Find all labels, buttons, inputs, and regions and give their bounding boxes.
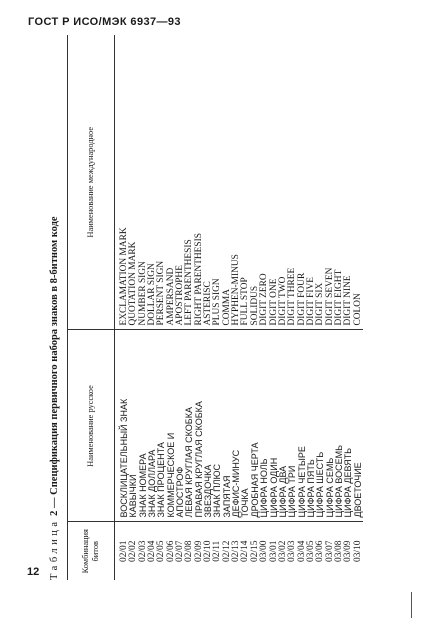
table-caption-label: Таблица xyxy=(49,518,60,580)
cell-international-name: DIGIT FIVE xyxy=(305,276,316,326)
cell-russian-name: ВОСКЛИЦАТЕЛЬНЫЙ ЗНАК xyxy=(119,398,129,518)
cell-russian-name: ЗНАК НОМЕРА xyxy=(137,453,148,518)
header-international-name: Наименование международное xyxy=(68,35,115,330)
cell-code: 02/11 xyxy=(212,540,223,562)
cell-russian-name: ПРАВАЯ КРУГЛАЯ СКОБКА xyxy=(193,401,204,518)
cell-russian-name: ДРОБНАЯ ЧЕРТА xyxy=(249,442,260,518)
cell-russian-name: ДЕФИС-МИНУС xyxy=(231,449,242,518)
cell-international-name: DOLLAR SIGN xyxy=(147,263,158,326)
cell-code: 02/05 xyxy=(156,540,167,562)
cell-russian-name: ЗНАК ДОЛЛАРА xyxy=(147,449,158,518)
cell-code: 03/06 xyxy=(315,540,326,562)
table-row xyxy=(354,35,363,580)
cell-international-name: PERSENT SIGN xyxy=(156,260,167,326)
cell-international-name: RIGHT PARENTHESIS xyxy=(193,233,204,326)
page-number: 12 xyxy=(27,566,40,578)
cell-international-name: DIGIT ZERO xyxy=(259,273,270,326)
cell-code: 03/01 xyxy=(268,540,279,562)
cell-russian-name: ЦИФРА ОДИН xyxy=(268,457,279,518)
cell-russian-name: ЦИФРА ДЕВЯТЬ xyxy=(343,447,354,518)
header-code: Комбинация битов xyxy=(68,522,115,580)
character-spec-table xyxy=(67,35,363,580)
cell-russian-name: ЦИФРА ВОСЕМЬ xyxy=(333,445,344,518)
cell-international-name: DIGIT TWO xyxy=(277,276,288,326)
cell-code: 02/08 xyxy=(184,540,195,562)
cell-international-name: QUOTATION MARK xyxy=(128,241,139,326)
cell-russian-name: ЗНАК ПЛЮС xyxy=(212,463,223,518)
cell-international-name: DIGIT SIX xyxy=(315,282,326,326)
cell-international-name: ASTERISC xyxy=(203,281,214,326)
cell-code: 03/02 xyxy=(277,540,288,562)
cell-russian-name: ЗВЕЗДОЧКА xyxy=(203,464,214,518)
cell-international-name: NUMBER SIGN xyxy=(137,261,148,326)
cell-code: 03/05 xyxy=(305,540,316,562)
cell-russian-name: ЦИФРА НОЛЬ xyxy=(259,458,270,518)
cell-international-name: HYPHEN-MINUS xyxy=(231,254,242,326)
cell-international-name: APOSTROPHE xyxy=(175,265,186,326)
cell-international-name: EXCLAMATION MARK xyxy=(119,227,129,326)
cell-code: 02/01 xyxy=(119,540,129,562)
table-body xyxy=(115,35,363,580)
cell-code: 02/10 xyxy=(203,540,214,562)
cell-russian-name: ЦИФРА ЧЕТЫРЕ xyxy=(296,446,307,518)
cell-international-name: FULL STOP xyxy=(240,277,251,326)
cell-russian-name: КАВЫЧКИ xyxy=(128,474,139,518)
cell-international-name: DIGIT SEVEN xyxy=(324,267,335,326)
table-header-row xyxy=(68,35,115,580)
cell-russian-name: ЗНАК ПРОЦЕНТА xyxy=(156,442,167,518)
cell-code: 03/00 xyxy=(259,540,270,562)
cell-international-name: DIGIT EIGHT xyxy=(333,269,344,326)
cell-code: 02/03 xyxy=(137,540,148,562)
cell-code: 03/09 xyxy=(343,540,354,562)
table-caption xyxy=(45,35,65,580)
cell-russian-name: ЦИФРА ТРИ xyxy=(287,465,298,518)
cell-international-name: SOLIDUS xyxy=(249,285,260,326)
cell-russian-name: ТОЧКА xyxy=(240,488,251,518)
cell-code: 03/03 xyxy=(287,540,298,562)
margin-rule xyxy=(411,592,412,618)
page-header: ГОСТ Р ИСО/МЭК 6937—93 xyxy=(28,16,181,28)
cell-international-name: COMMA xyxy=(221,289,232,326)
table-row xyxy=(115,35,130,580)
cell-international-name: DIGIT NINE xyxy=(343,275,354,326)
cell-code: 03/10 xyxy=(352,540,363,562)
header-russian-name: Наименование русское xyxy=(68,330,115,522)
cell-code: 02/13 xyxy=(231,540,242,562)
cell-russian-name: ЦИФРА ПЯТЬ xyxy=(305,459,316,518)
cell-code: 03/07 xyxy=(324,540,335,562)
cell-code: 02/14 xyxy=(240,540,251,562)
cell-code: 02/04 xyxy=(147,540,158,562)
cell-code: 02/02 xyxy=(128,540,139,562)
cell-code: 02/09 xyxy=(193,540,204,562)
cell-code: 03/04 xyxy=(296,540,307,562)
cell-international-name: AMPERSAND xyxy=(165,267,176,326)
cell-russian-name: ЗАПЯТАЯ xyxy=(221,475,232,518)
cell-russian-name: ЦИФРА ДВА xyxy=(277,465,288,518)
cell-international-name: DIGIT THREE xyxy=(287,267,298,326)
cell-international-name: LEFT PARENTHESIS xyxy=(184,239,195,326)
cell-code: 02/12 xyxy=(221,540,232,562)
cell-international-name: PLUS SIGN xyxy=(212,278,223,326)
cell-international-name: COLON xyxy=(352,293,363,326)
rotated-table-block xyxy=(45,35,400,580)
cell-russian-name: ЦИФРА СЕМЬ xyxy=(324,457,335,518)
cell-international-name: DIGIT FOUR xyxy=(296,272,307,326)
cell-international-name: DIGIT ONE xyxy=(268,278,279,326)
cell-code: 02/06 xyxy=(165,540,176,562)
cell-russian-name: КОММЕРЧЕСКОЕ И xyxy=(165,432,176,518)
cell-russian-name: АПОСТРОФ xyxy=(175,466,186,518)
cell-code: 02/15 xyxy=(249,540,260,562)
cell-code: 03/08 xyxy=(333,540,344,562)
cell-code: 02/07 xyxy=(175,540,186,562)
table-caption-text: 2 — Спецификация первичного набора знаков в 8-битном коде xyxy=(49,216,60,516)
cell-russian-name: ЦИФРА ШЕСТЬ xyxy=(315,451,326,518)
cell-russian-name: ЛЕВАЯ КРУГЛАЯ СКОБКА xyxy=(184,407,195,518)
cell-russian-name: ДВОЕТОЧИЕ xyxy=(352,462,363,518)
